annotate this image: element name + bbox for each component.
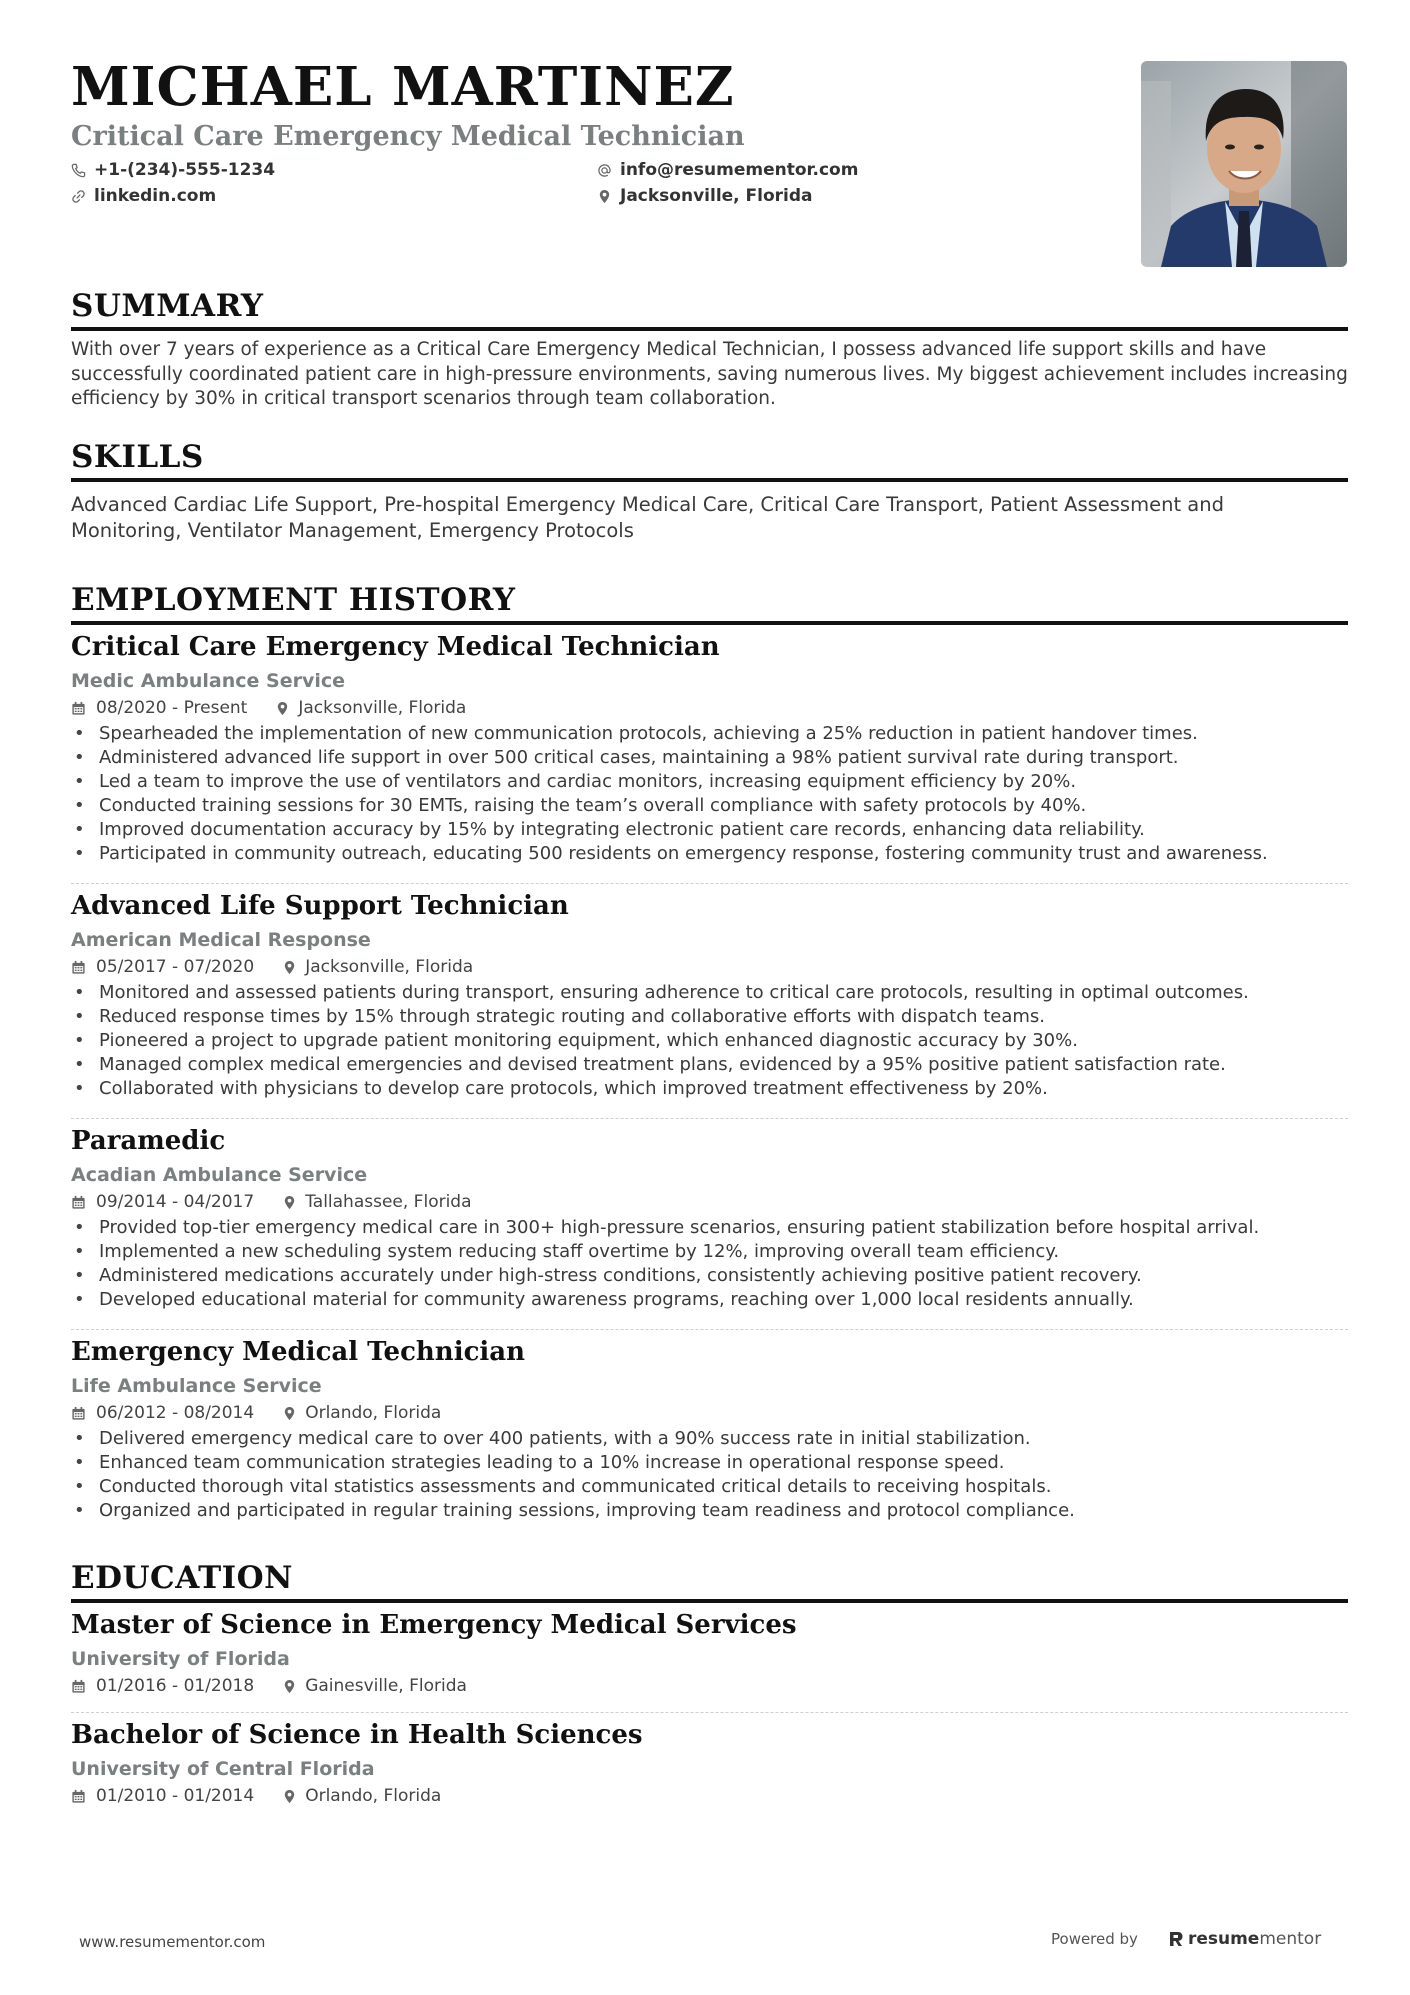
location-contact	[597, 186, 813, 206]
job-role: Critical Care Emergency Medical Technician	[71, 632, 720, 662]
education-divider	[71, 1599, 1348, 1603]
job-bullets	[71, 981, 1348, 1101]
job-role: Emergency Medical Technician	[71, 1337, 526, 1367]
skills-heading: SKILLS	[71, 439, 204, 475]
linkedin-contact	[71, 186, 216, 206]
resume-header	[71, 0, 1348, 280]
summary-line: With over 7 years of experience as a Critical Care Emergency Medical Technician, I possess advanced life support skills and have	[71, 339, 1267, 361]
link-icon	[71, 189, 86, 204]
list-item: • Spearheaded the implementation of new communication protocols, achieving a 25% reduction in patient handover times.	[71, 722, 1348, 746]
list-item: • Conducted training sessions for 30 EMTs, raising the team’s overall compliance with safety protocols by 40%.	[71, 794, 1348, 818]
calendar-icon	[71, 1406, 86, 1421]
list-item: • Enhanced team communication strategies leading to a 10% increase in operational response speed.	[71, 1451, 1348, 1475]
list-item: • Collaborated with physicians to develop care protocols, which improved treatment effectiveness by 20%.	[71, 1077, 1348, 1101]
job-role: Advanced Life Support Technician	[71, 891, 569, 921]
job-entry	[71, 1124, 1348, 1312]
resume-page	[71, 0, 1348, 1995]
education-location: Orlando, Florida	[305, 1786, 442, 1806]
job-company: American Medical Response	[71, 929, 371, 951]
summary-section	[71, 288, 1348, 412]
calendar-icon	[71, 701, 86, 716]
job-location: Jacksonville, Florida	[298, 698, 467, 718]
list-item: • Administered advanced life support in over 500 critical cases, maintaining a 98% patient survival rate during transport.	[71, 746, 1348, 770]
candidate-title: Critical Care Emergency Medical Technician	[71, 121, 745, 152]
list-item: • Participated in community outreach, educating 500 residents on emergency response, fostering community trust and awareness.	[71, 842, 1348, 866]
job-company: Acadian Ambulance Service	[71, 1164, 368, 1186]
calendar-icon	[71, 960, 86, 975]
education-entry	[71, 1608, 1348, 1698]
skills-line: Monitoring, Ventilator Management, Emergency Protocols	[71, 519, 634, 543]
brand-text-thin: mentor	[1259, 1929, 1322, 1949]
list-item: • Conducted thorough vital statistics assessments and communicated critical details to receiving hospitals.	[71, 1475, 1348, 1499]
job-company: Life Ambulance Service	[71, 1375, 322, 1397]
education-meta	[71, 1674, 1348, 1698]
list-item: • Implemented a new scheduling system reducing staff overtime by 12%, improving overall team efficiency.	[71, 1240, 1348, 1264]
education-entry	[71, 1718, 1348, 1808]
map-pin-icon	[282, 1195, 297, 1210]
list-item: • Developed educational material for community awareness programs, reaching over 1,000 local residents annually.	[71, 1288, 1348, 1312]
job-entry	[71, 1335, 1348, 1523]
summary-divider	[71, 327, 1348, 331]
candidate-name: MICHAEL MARTINEZ	[71, 56, 735, 118]
map-pin-icon	[282, 1679, 297, 1694]
list-item: • Managed complex medical emergencies and devised treatment plans, evidenced by a 95% positive patient satisfaction rate.	[71, 1053, 1348, 1077]
brand-logo[interactable]	[1168, 1929, 1321, 1949]
employment-section	[71, 582, 1348, 625]
skills-section	[71, 439, 1348, 544]
calendar-icon	[71, 1789, 86, 1804]
list-item: • Reduced response times by 15% through strategic routing and collaborative efforts with dispatch teams.	[71, 1005, 1348, 1029]
job-role: Paramedic	[71, 1126, 226, 1156]
profile-photo	[1141, 61, 1347, 267]
degree-title: Master of Science in Emergency Medical Services	[71, 1610, 797, 1640]
powered-by-label: Powered by	[1051, 1930, 1138, 1948]
job-location: Orlando, Florida	[305, 1403, 442, 1423]
linkedin-text[interactable]: linkedin.com	[94, 186, 217, 206]
email-text[interactable]: info@resumementor.com	[620, 160, 859, 180]
job-meta	[71, 955, 1348, 979]
education-dates: 01/2016 - 01/2018	[96, 1676, 255, 1696]
map-pin-icon	[282, 1789, 297, 1804]
employment-divider	[71, 621, 1348, 625]
job-dates: 09/2014 - 04/2017	[96, 1192, 255, 1212]
skills-divider	[71, 478, 1348, 482]
employment-heading: EMPLOYMENT HISTORY	[71, 582, 516, 618]
list-item: • Led a team to improve the use of ventilators and cardiac monitors, increasing equipment efficiency by 20%.	[71, 770, 1348, 794]
summary-line: successfully coordinated patient care in high-pressure environments, saving numerous lives. My biggest achievement includes increasing	[71, 363, 1348, 385]
skills-line: Advanced Cardiac Life Support, Pre-hospital Emergency Medical Care, Critical Care Transport, Patient Assessment and	[71, 493, 1224, 517]
education-dates: 01/2010 - 01/2014	[96, 1786, 255, 1806]
education-heading: EDUCATION	[71, 1560, 293, 1596]
job-separator	[71, 883, 1348, 884]
job-dates: 06/2012 - 08/2014	[96, 1403, 255, 1423]
list-item: • Monitored and assessed patients during transport, ensuring adherence to critical care protocols, resulting in optimal outcomes.	[71, 981, 1348, 1005]
job-location: Tallahassee, Florida	[305, 1192, 472, 1212]
map-pin-icon	[597, 189, 612, 204]
map-pin-icon	[275, 701, 290, 716]
brand-text-bold: resume	[1187, 1929, 1260, 1949]
list-item: • Pioneered a project to upgrade patient monitoring equipment, which enhanced diagnostic accuracy by 30%.	[71, 1029, 1348, 1053]
phone-text[interactable]: +1-(234)-555-1234	[94, 160, 276, 180]
school-name: University of Central Florida	[71, 1758, 375, 1780]
list-item: • Improved documentation accuracy by 15% by integrating electronic patient care records, enhancing data reliability.	[71, 818, 1348, 842]
calendar-icon	[71, 1679, 86, 1694]
job-meta	[71, 1401, 1348, 1425]
job-bullets	[71, 1216, 1348, 1312]
footer-website[interactable]: www.resumementor.com	[79, 1933, 266, 1951]
job-entry	[71, 889, 1348, 1101]
job-dates: 05/2017 - 07/2020	[96, 957, 255, 977]
degree-title: Bachelor of Science in Health Sciences	[71, 1720, 643, 1750]
job-dates: 08/2020 - Present	[96, 698, 248, 718]
job-location: Jacksonville, Florida	[305, 957, 474, 977]
education-section	[71, 1560, 1348, 1603]
job-separator	[71, 1329, 1348, 1330]
map-pin-icon	[282, 1406, 297, 1421]
list-item: • Organized and participated in regular training sessions, improving team readiness and protocol compliance.	[71, 1499, 1348, 1523]
brand-icon	[1168, 1930, 1184, 1948]
job-separator	[71, 1118, 1348, 1119]
job-bullets	[71, 722, 1348, 866]
email-contact	[597, 160, 858, 180]
education-location: Gainesville, Florida	[305, 1676, 467, 1696]
skills-text	[71, 492, 1348, 544]
education-separator	[71, 1712, 1348, 1713]
education-meta	[71, 1784, 1348, 1808]
job-entry	[71, 630, 1348, 866]
footer-powered-by	[1051, 1929, 1321, 1949]
list-item: • Administered medications accurately under high-stress conditions, consistently achieving positive patient recovery.	[71, 1264, 1348, 1288]
list-item: • Delivered emergency medical care to over 400 patients, with a 90% success rate in initial stabilization.	[71, 1427, 1348, 1451]
job-meta	[71, 1190, 1348, 1214]
job-meta	[71, 696, 1348, 720]
calendar-icon	[71, 1195, 86, 1210]
summary-line: efficiency by 30% in critical transport scenarios through team collaboration.	[71, 388, 776, 410]
list-item: • Provided top-tier emergency medical care in 300+ high-pressure scenarios, ensuring patient stabilization before hospital arrival.	[71, 1216, 1348, 1240]
summary-text	[71, 338, 1348, 412]
job-company: Medic Ambulance Service	[71, 670, 346, 692]
phone-icon	[71, 163, 86, 178]
location-text: Jacksonville, Florida	[620, 186, 813, 206]
at-icon	[597, 163, 612, 178]
summary-heading: SUMMARY	[71, 288, 264, 324]
job-bullets	[71, 1427, 1348, 1523]
phone-contact	[71, 160, 275, 180]
map-pin-icon	[282, 960, 297, 975]
school-name: University of Florida	[71, 1648, 290, 1670]
